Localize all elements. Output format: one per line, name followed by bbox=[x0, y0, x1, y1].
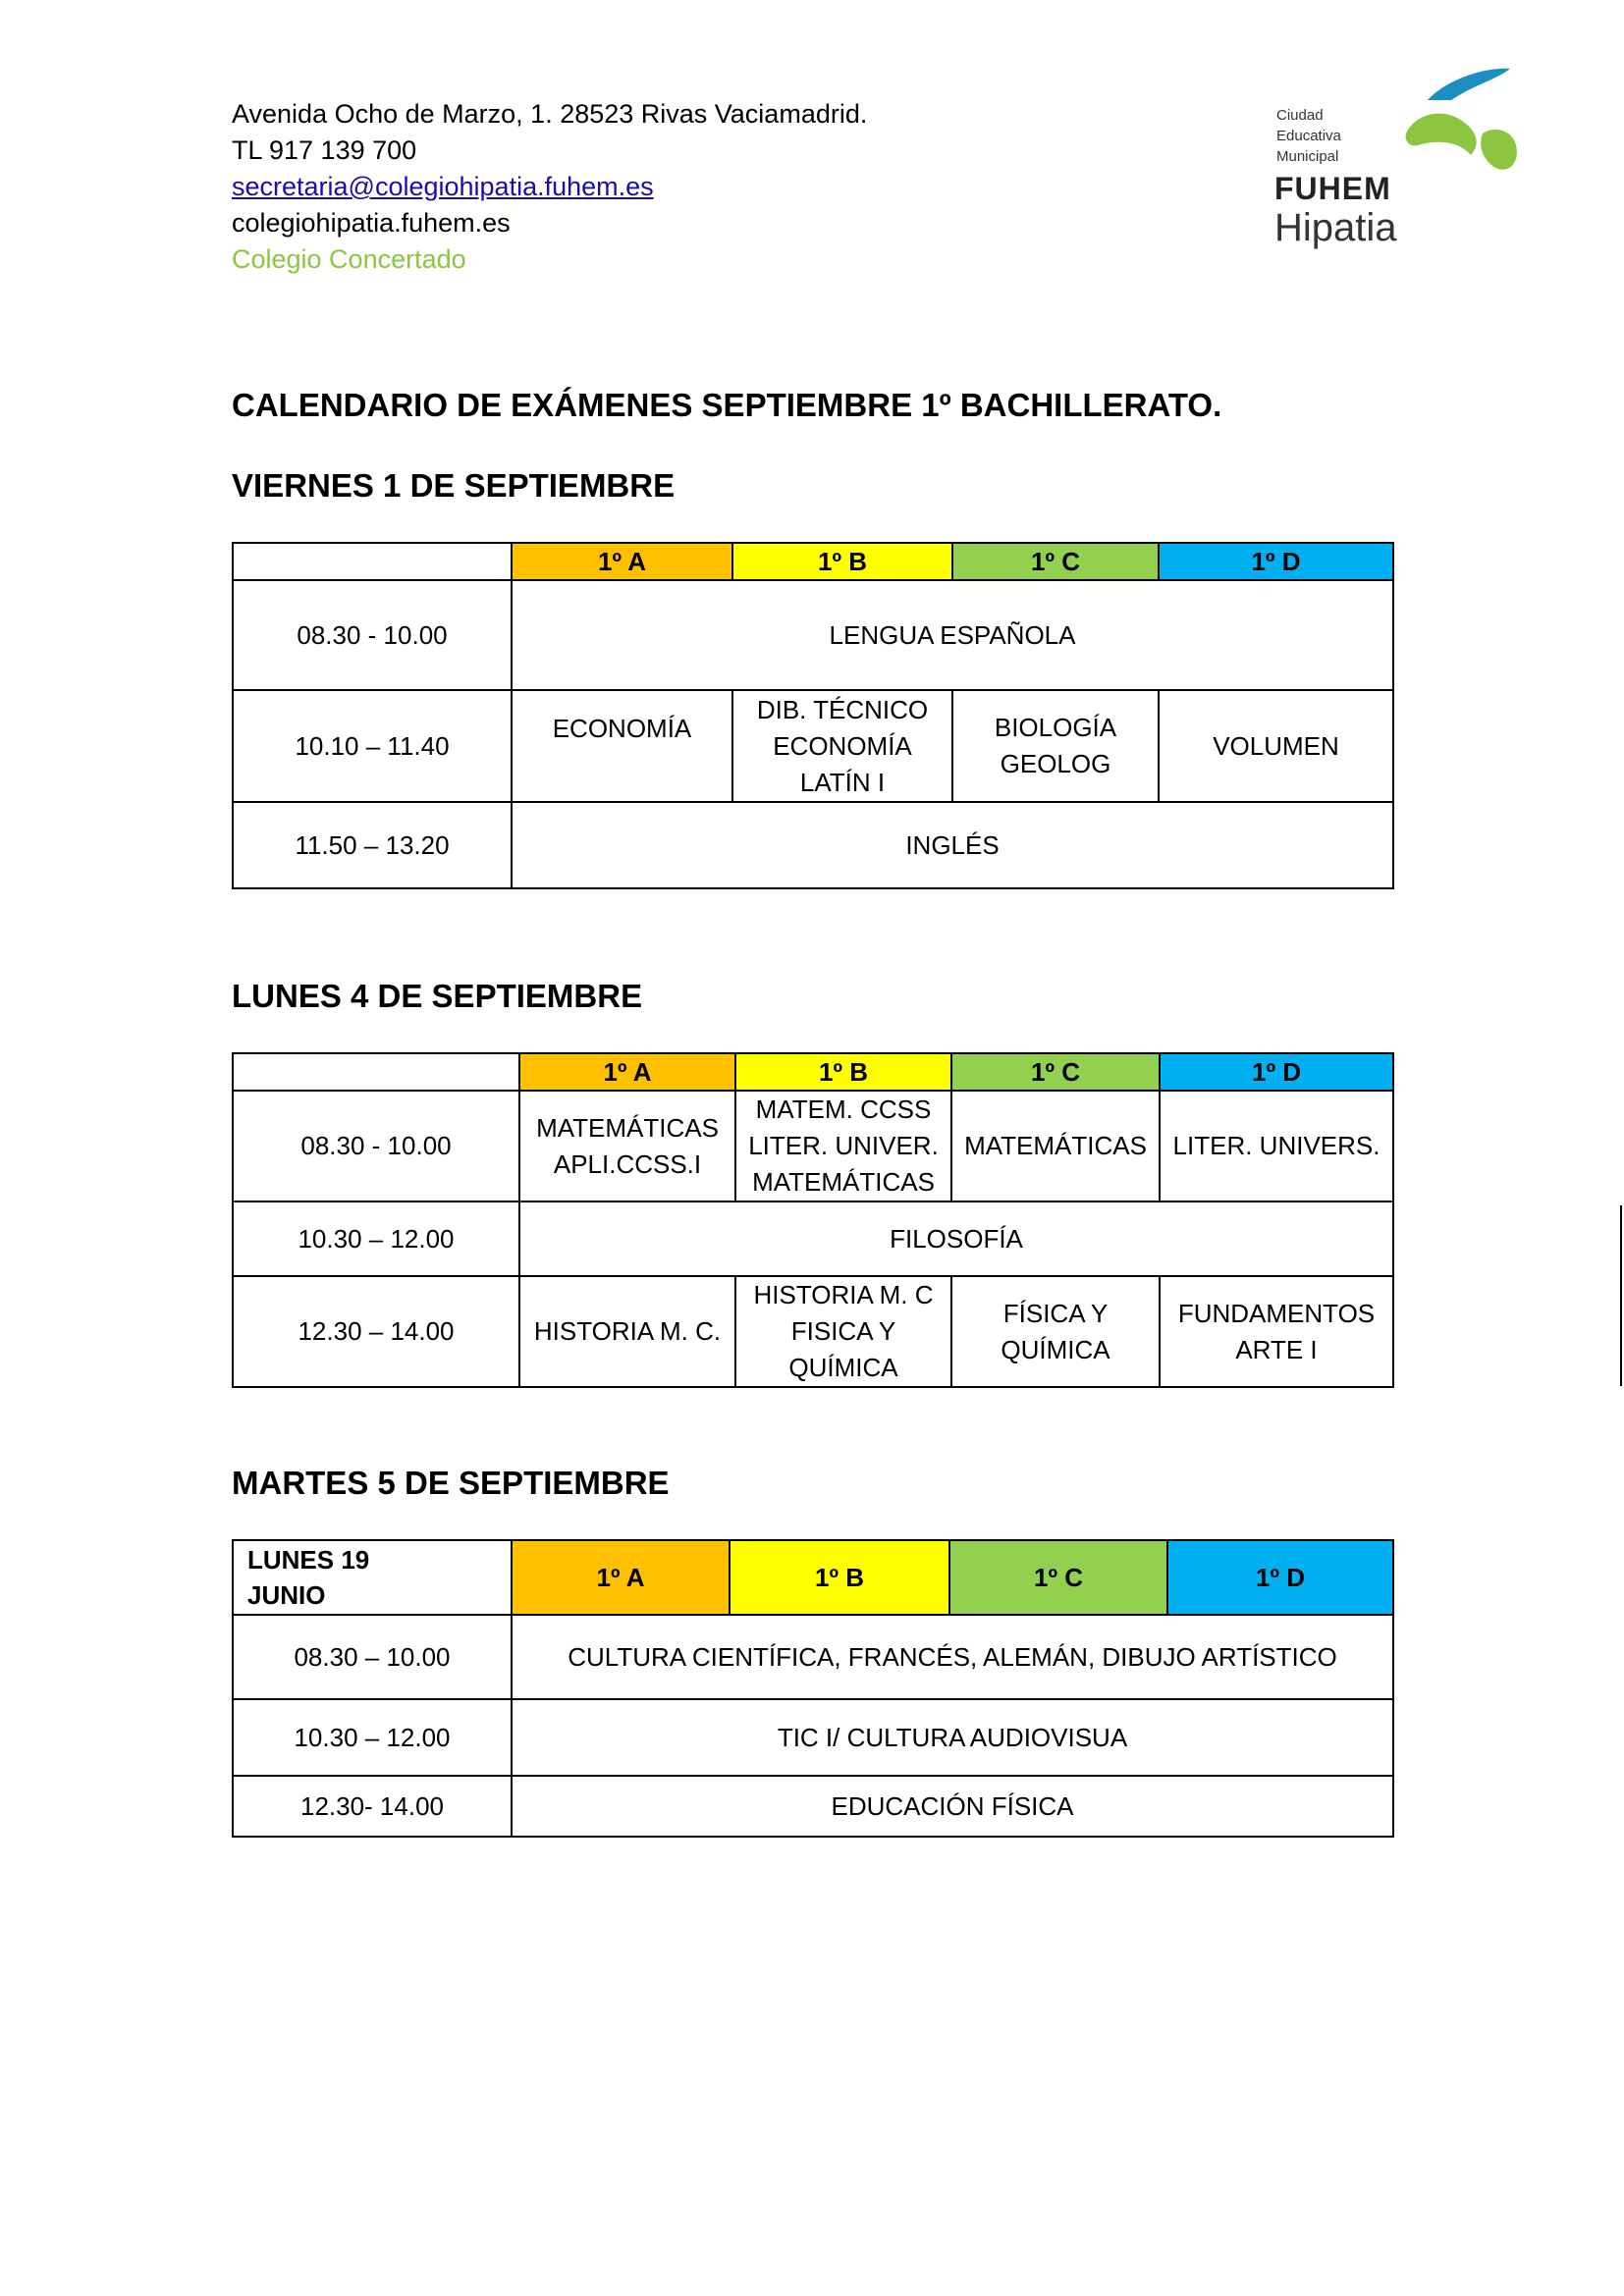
time-slot: 08.30 - 10.00 bbox=[233, 580, 512, 690]
group-header-b: 1º B bbox=[732, 543, 952, 580]
corner-line: JUNIO bbox=[247, 1580, 326, 1610]
group-header-b: 1º B bbox=[735, 1053, 951, 1091]
exam-subject-line: ECONOMÍA bbox=[773, 730, 912, 761]
exam-subject-line: MATEM. CCSS bbox=[755, 1095, 932, 1124]
table-row bbox=[233, 802, 1393, 888]
exam-subject: EDUCACIÓN FÍSICA bbox=[512, 1776, 1393, 1837]
logo-line-2: Educativa bbox=[1276, 128, 1341, 144]
exam-subject: TIC I/ CULTURA AUDIOVISUA bbox=[512, 1699, 1393, 1776]
exam-subject-a bbox=[519, 1091, 735, 1201]
table-row bbox=[233, 690, 1393, 802]
logo-mark-icon bbox=[1400, 61, 1528, 179]
group-header-a: 1º A bbox=[519, 1053, 735, 1091]
exam-subject-line: FUNDAMENTOS bbox=[1177, 1298, 1376, 1328]
address-line: Avenida Ocho de Marzo, 1. 28523 Rivas Vaciamadrid. bbox=[232, 99, 868, 129]
header-corner bbox=[233, 543, 512, 580]
exam-subject: INGLÉS bbox=[512, 802, 1393, 888]
group-header-a: 1º A bbox=[512, 1540, 730, 1615]
phone-line: TL 917 139 700 bbox=[232, 135, 417, 165]
time-slot: 10.30 – 12.00 bbox=[233, 1699, 512, 1776]
exam-subject-line: LITER. UNIVER. bbox=[748, 1131, 939, 1160]
time-slot: 08.30 - 10.00 bbox=[233, 1091, 519, 1201]
table-row bbox=[233, 1091, 1393, 1201]
time-slot: 11.50 – 13.20 bbox=[233, 802, 512, 888]
school-logo bbox=[1272, 61, 1528, 257]
exam-subject-d: LITER. UNIVERS. bbox=[1160, 1091, 1393, 1201]
email-link[interactable]: secretaria@colegiohipatia.fuhem.es bbox=[232, 172, 654, 201]
table-header-row bbox=[233, 543, 1393, 580]
friday-schedule-table bbox=[232, 542, 1394, 889]
exam-subject: CULTURA CIENTÍFICA, FRANCÉS, ALEMÁN, DIBUJO ARTÍSTICO bbox=[512, 1615, 1393, 1699]
table-header-row bbox=[233, 1053, 1393, 1091]
exam-subject-line: LATÍN I bbox=[799, 767, 886, 797]
logo-name: Hipatia bbox=[1274, 206, 1397, 249]
header-corner bbox=[233, 1540, 512, 1615]
exam-subject-line: HISTORIA M. C bbox=[753, 1280, 934, 1309]
group-header-c: 1º C bbox=[949, 1540, 1167, 1615]
friday-title: VIERNES 1 DE SEPTIEMBRE bbox=[232, 467, 676, 504]
group-header-a: 1º A bbox=[512, 543, 732, 580]
tuesday-title: MARTES 5 DE SEPTIEMBRE bbox=[232, 1465, 670, 1501]
table-row bbox=[233, 1201, 1393, 1276]
exam-subject-c bbox=[952, 690, 1159, 802]
table-row bbox=[233, 1776, 1393, 1837]
group-header-d: 1º D bbox=[1160, 1053, 1393, 1091]
exam-subject-b bbox=[735, 1091, 951, 1201]
monday-schedule-table bbox=[232, 1052, 1394, 1388]
exam-subject-line: APLI.CCSS.I bbox=[553, 1148, 702, 1179]
group-header-d: 1º D bbox=[1167, 1540, 1393, 1615]
exam-subject-d bbox=[1160, 1276, 1393, 1387]
school-type: Colegio Concertado bbox=[232, 244, 466, 274]
document-title: CALENDARIO DE EXÁMENES SEPTIEMBRE 1º BACHILLERATO. bbox=[232, 387, 1222, 423]
exam-subject-line: MATEMÁTICAS bbox=[752, 1167, 935, 1197]
time-slot: 10.30 – 12.00 bbox=[233, 1201, 519, 1276]
page-edge-mark bbox=[1620, 1205, 1622, 1386]
exam-subject-line: FÍSICA Y bbox=[1002, 1298, 1109, 1328]
logo-line-1: Ciudad bbox=[1276, 107, 1324, 124]
tuesday-schedule-table bbox=[232, 1539, 1394, 1838]
exam-subject-line: FISICA Y bbox=[790, 1316, 896, 1346]
table-row bbox=[233, 1699, 1393, 1776]
time-slot: 12.30- 14.00 bbox=[233, 1776, 512, 1837]
table-header-row bbox=[233, 1540, 1393, 1615]
group-header-d: 1º D bbox=[1159, 543, 1393, 580]
logo-brand: FUHEM bbox=[1274, 171, 1391, 206]
exam-subject-line: BIOLOGÍA bbox=[994, 713, 1117, 742]
table-row bbox=[233, 1615, 1393, 1699]
exam-subject-line: QUÍMICA bbox=[788, 1353, 898, 1382]
school-contact bbox=[232, 96, 867, 278]
time-slot: 10.10 – 11.40 bbox=[233, 690, 512, 802]
exam-subject-line: MATEMÁTICAS bbox=[536, 1112, 719, 1143]
exam-subject: FILOSOFÍA bbox=[519, 1201, 1393, 1276]
exam-subject-line: GEOLOG bbox=[1000, 749, 1111, 778]
logo-line-3: Municipal bbox=[1276, 148, 1339, 165]
exam-subject-line: DIB. TÉCNICO bbox=[756, 694, 929, 724]
table-row bbox=[233, 1276, 1393, 1387]
exam-subject-c: MATEMÁTICAS bbox=[951, 1091, 1160, 1201]
exam-subject-c bbox=[951, 1276, 1160, 1387]
monday-title: LUNES 4 DE SEPTIEMBRE bbox=[232, 978, 643, 1014]
exam-subject-line: QUÍMICA bbox=[1001, 1334, 1110, 1364]
table-row bbox=[233, 580, 1393, 690]
exam-subject-b bbox=[735, 1276, 951, 1387]
time-slot: 12.30 – 14.00 bbox=[233, 1276, 519, 1387]
group-header-b: 1º B bbox=[730, 1540, 949, 1615]
exam-subject-b bbox=[732, 690, 952, 802]
exam-subject: LENGUA ESPAÑOLA bbox=[512, 580, 1393, 690]
exam-subject-text: ECONOMÍA bbox=[552, 713, 692, 743]
website-line: colegiohipatia.fuhem.es bbox=[232, 208, 511, 238]
exam-subject-line: ARTE I bbox=[1235, 1334, 1318, 1364]
header-corner bbox=[233, 1053, 519, 1091]
corner-line: LUNES 19 bbox=[247, 1545, 370, 1575]
exam-subject-a bbox=[512, 690, 732, 802]
exam-subject-d: VOLUMEN bbox=[1159, 690, 1393, 802]
time-slot: 08.30 – 10.00 bbox=[233, 1615, 512, 1699]
group-header-c: 1º C bbox=[952, 543, 1159, 580]
exam-subject-a: HISTORIA M. C. bbox=[519, 1276, 735, 1387]
group-header-c: 1º C bbox=[951, 1053, 1160, 1091]
